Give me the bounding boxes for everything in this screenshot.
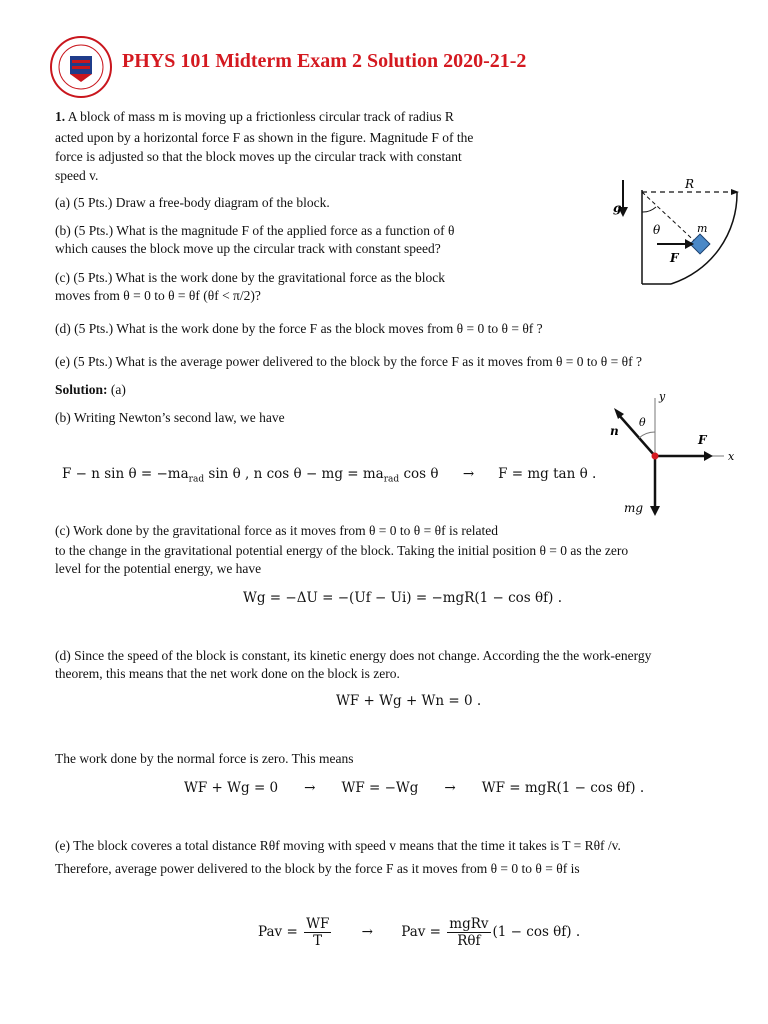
solution-c-line-1: (c) Work done by the gravitational force as it moves from θ = 0 to θ = θf is related — [55, 523, 499, 538]
g-label: g — [613, 201, 622, 215]
page-title: PHYS 101 Midterm Exam 2 Solution 2020-21-2 — [122, 50, 527, 72]
solution-d-line-2: theorem, this means that the net work done on the block is zero. — [55, 666, 400, 681]
solution-c-line-2: to the change in the gravitational potential energy of the block. Taking the initial position θ = 0 as the zero — [55, 543, 629, 558]
part-b-line-1: (b) (5 Pts.) What is the magnitude F of the applied force as a function of θ — [55, 223, 455, 238]
solution-e-line-2: Therefore, average power delivered to the block by the force F as it moves from θ = 0 to θ = θf is — [55, 861, 580, 876]
m-label: m — [697, 222, 708, 235]
solution-e-line-1: (e) The block coveres a total distance Rθf moving with speed v means that the time it takes is T = Rθf /v. — [55, 838, 621, 853]
track-figure — [605, 176, 750, 288]
part-c-line-1: (c) (5 Pts.) What is the work done by the gravitational force as the block — [55, 270, 446, 285]
newton-equation: F − n $\sin \theta = -ma_{rad}$ sin θ , n cos θ − mg = $ma_{rad}$ cos θ → F = mg tan θ . — [62, 466, 597, 485]
power-equation: Pav = $\frac{WF}{T}$ → Pav = $\frac{\text{mgRv}}{\text{Rθf}}$ (1 − cos θf) . — [258, 916, 581, 949]
solution-heading: Solution: (a) — [55, 382, 126, 397]
fbd-x-label: x — [728, 450, 735, 463]
part-b-line-2: which causes the block move up the circular track with constant speed? — [55, 241, 441, 256]
force-work-equation: WF + Wg = 0 → WF = −Wg → WF = mgR(1 − cos θf) . — [184, 780, 645, 796]
problem-line-2: acted upon by a horizontal force F as shown in the figure. Magnitude F of the — [55, 130, 474, 145]
fbd-y-label: y — [659, 390, 666, 403]
gravity-work-equation: Wg = −ΔU = −(Uf − Ui) = −mgR(1 − cos θf) . — [243, 590, 562, 606]
fbd-F-label: F — [698, 433, 707, 447]
problem-line-4: speed v. — [55, 168, 99, 183]
part-a: (a) (5 Pts.) Draw a free-body diagram of the block. — [55, 195, 330, 210]
theta-label: θ — [653, 223, 661, 237]
solution-c-line-3: level for the potential energy, we have — [55, 561, 262, 576]
solution-d-line-1: (d) Since the speed of the block is constant, its kinetic energy does not change. According the the work-energy — [55, 648, 652, 663]
free-body-diagram — [606, 388, 750, 520]
part-c-line-2: moves from θ = 0 to θ = θf (θf < π/2)? — [55, 288, 261, 303]
university-seal — [50, 36, 112, 98]
fbd-mg-label: mg — [624, 501, 644, 515]
part-e: (e) (5 Pts.) What is the average power delivered to the block by the force F as it moves from θ = 0 to θ = θf ? — [55, 354, 642, 369]
fbd-theta-label: θ — [639, 416, 646, 429]
problem-line-1: 1. A block of mass m is moving up a frictionless circular track of radius R — [55, 109, 454, 124]
R-label: R — [685, 177, 695, 191]
solution-b-intro: (b) Writing Newton’s second law, we have — [55, 410, 285, 425]
solution-d-line-3: The work done by the normal force is zero. This means — [55, 751, 354, 766]
fbd-n-label: n — [610, 424, 619, 438]
net-work-equation: WF + Wg + Wn = 0 . — [336, 693, 482, 709]
problem-line-3: force is adjusted so that the block moves up the circular track with constant — [55, 149, 462, 164]
F-label: F — [670, 251, 679, 265]
part-d: (d) (5 Pts.) What is the work done by the force F as the block moves from θ = 0 to θ = θf ? — [55, 321, 543, 336]
